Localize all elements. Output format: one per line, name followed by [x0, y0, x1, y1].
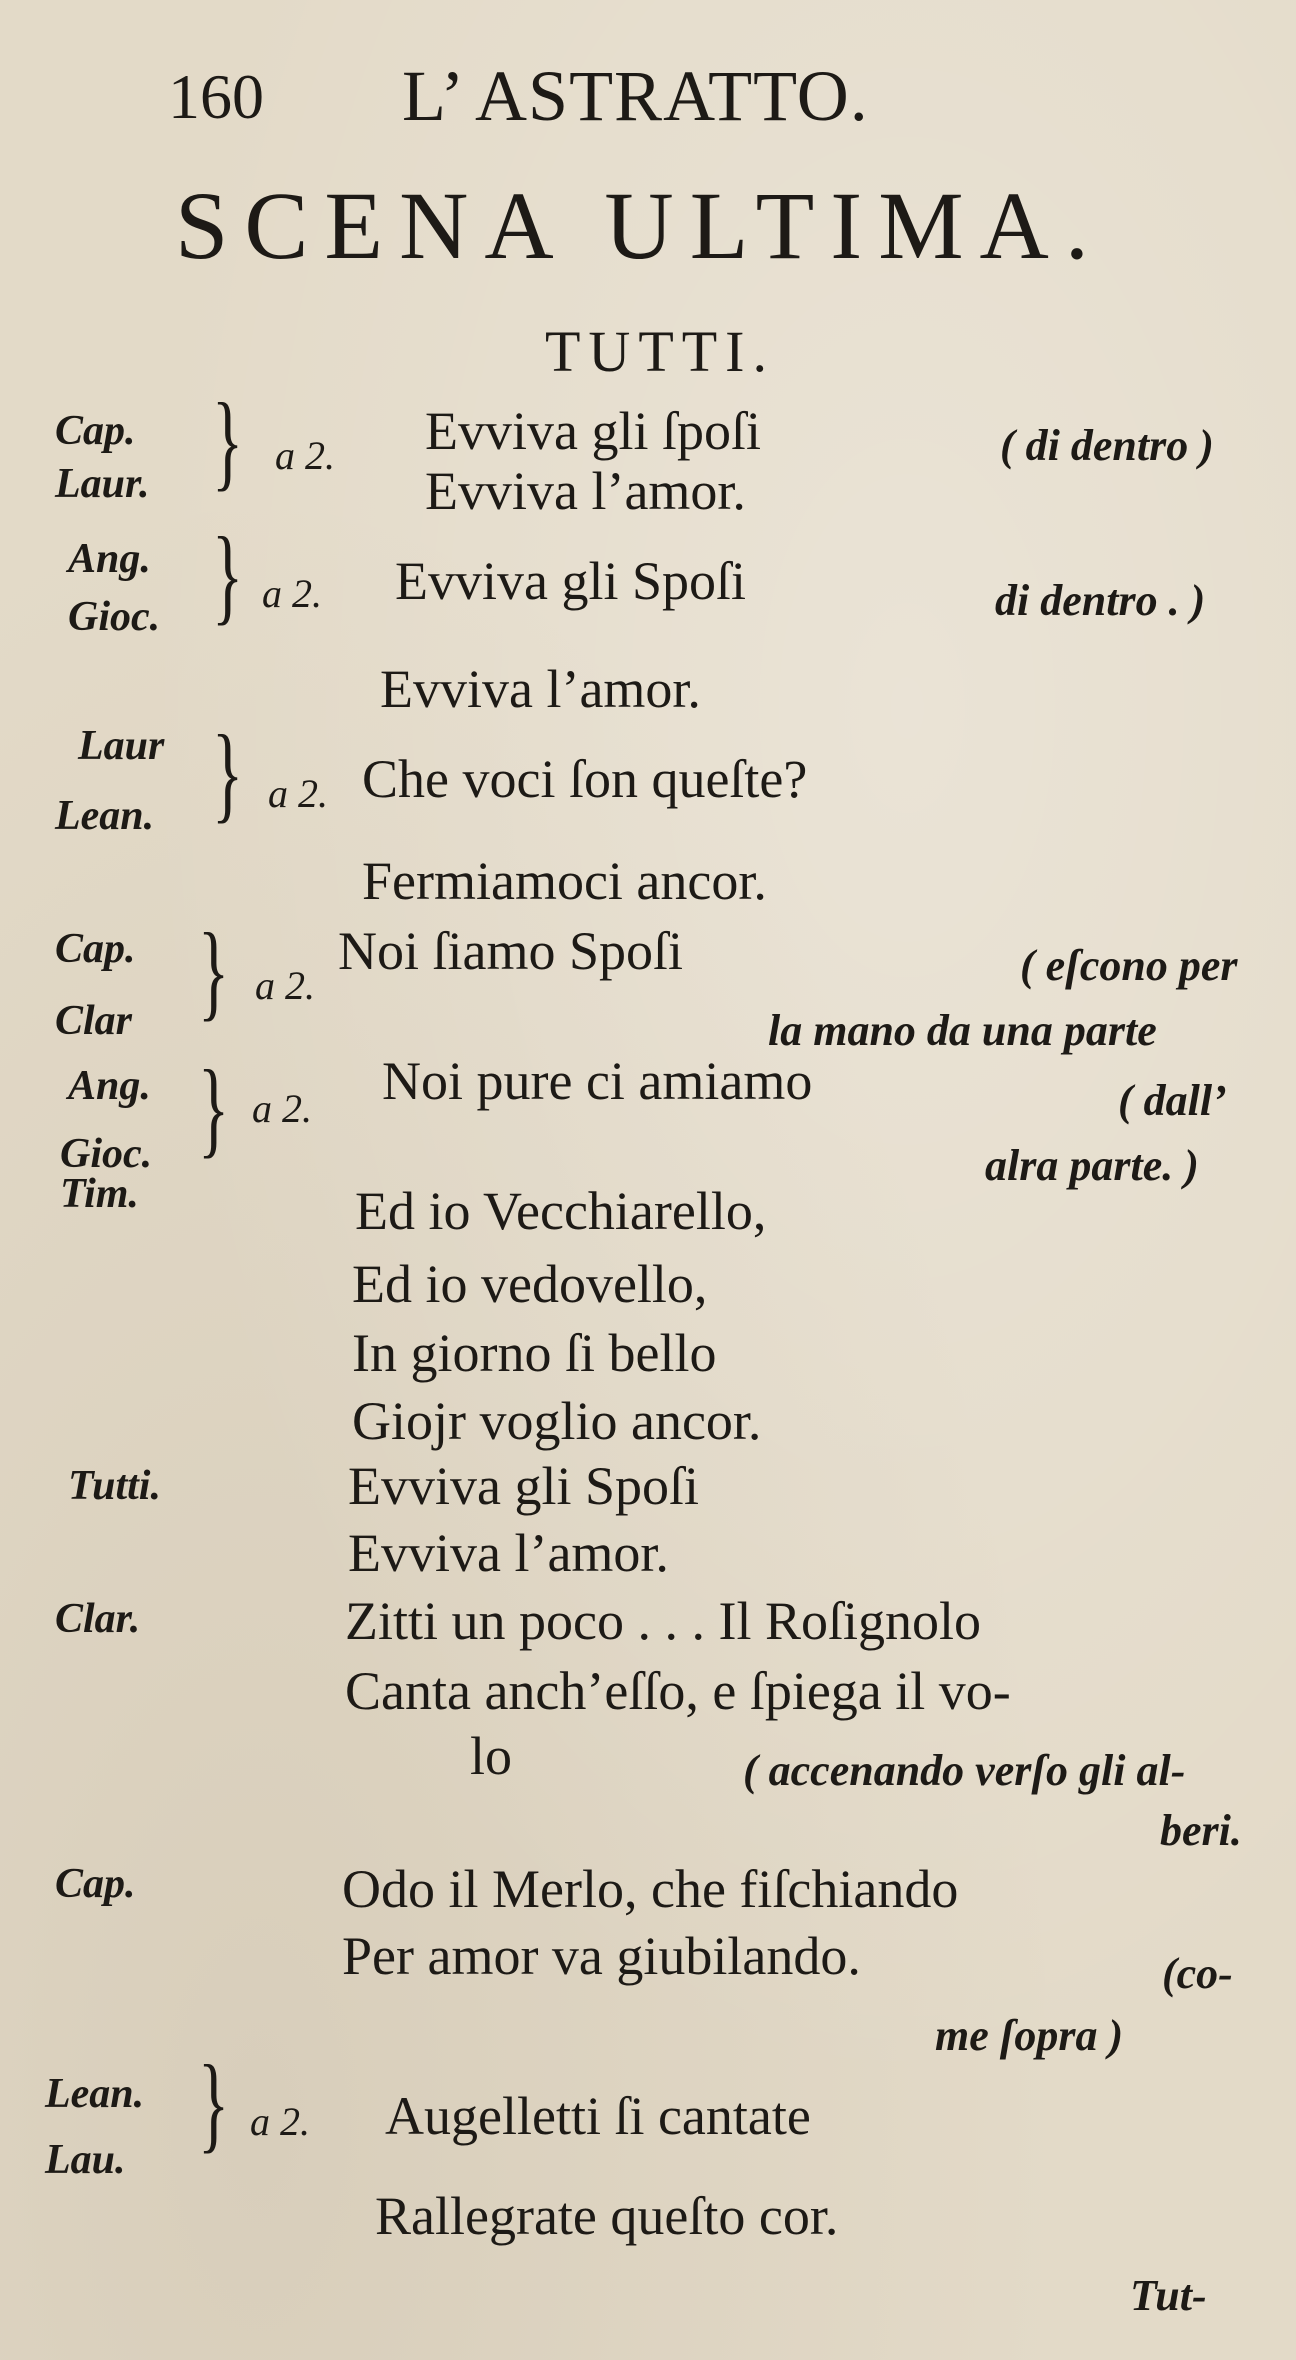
- verse-line: Evviva l’amor.: [380, 659, 701, 719]
- a2-marker: a 2.: [268, 771, 328, 816]
- speaker-clar: Clar.: [55, 1596, 141, 1642]
- verse-line: Ed io vedovello,: [352, 1254, 708, 1314]
- speaker-lean: Lean.: [45, 2071, 145, 2117]
- speaker-gioc: Gioc.: [60, 1131, 153, 1177]
- brace: }: [212, 714, 244, 833]
- verse-line: Noi pure ci amiamo: [382, 1051, 813, 1111]
- a2-marker: a 2.: [255, 963, 315, 1008]
- verse-line: Canta anch’eſſo, e ſpiega il vo-: [345, 1661, 1011, 1721]
- stage-direction: ( dall’: [1118, 1076, 1227, 1125]
- speaker-ang: Ang.: [68, 1063, 151, 1109]
- speaker-cap: Cap.: [55, 408, 136, 454]
- stage-direction: me ſopra ): [935, 2011, 1124, 2060]
- brace: }: [198, 1049, 230, 1168]
- stage-direction: la mano da una parte: [768, 1006, 1157, 1055]
- character-heading: TUTTI.: [545, 319, 775, 384]
- catchword: Tut-: [1130, 2271, 1207, 2320]
- verse-line: Rallegrate queſto cor.: [375, 2186, 839, 2246]
- stage-direction: ( di dentro ): [1000, 421, 1214, 470]
- stage-direction: ( eſcono per: [1020, 941, 1238, 990]
- speaker-lean: Lean.: [55, 793, 155, 839]
- verse-line: In giorno ſi bello: [352, 1323, 717, 1383]
- verse-line: lo: [470, 1726, 513, 1786]
- speaker-gioc: Gioc.: [68, 594, 161, 640]
- speaker-laur: Laur: [78, 723, 165, 769]
- verse-line: Noi ſiamo Spoſi: [338, 921, 684, 981]
- verse-line: Evviva l’amor.: [425, 461, 746, 521]
- verse-line: Evviva gli Spoſi: [348, 1456, 699, 1516]
- verse-line: Per amor va giubilando.: [342, 1926, 861, 1986]
- scene-heading: SCENA ULTIMA.: [175, 172, 1105, 279]
- speaker-laur: Laur.: [55, 461, 150, 507]
- a2-marker: a 2.: [252, 1086, 312, 1131]
- brace: }: [198, 2044, 230, 2163]
- a2-marker: a 2.: [250, 2099, 310, 2144]
- brace: }: [212, 382, 244, 501]
- verse-line: Giojr voglio ancor.: [352, 1391, 762, 1451]
- page-number: 160: [168, 61, 264, 132]
- brace: }: [212, 516, 244, 635]
- speaker-lau: Lau.: [45, 2137, 126, 2183]
- verse-line: Odo il Merlo, che fiſchiando: [342, 1859, 959, 1919]
- verse-line: Evviva gli Spoſi: [395, 551, 746, 611]
- a2-marker: a 2.: [275, 433, 335, 478]
- verse-line: Evviva gli ſpoſi: [425, 401, 761, 461]
- speaker-tutti: Tutti.: [68, 1463, 161, 1509]
- verse-line: Che voci ſon queſte?: [362, 749, 808, 809]
- verse-line: Ed io Vecchiarello,: [355, 1181, 767, 1241]
- stage-direction: di dentro . ): [995, 576, 1206, 625]
- verse-line: Fermiamoci ancor.: [362, 851, 767, 911]
- verse-line: Zitti un poco . . . Il Roſignolo: [345, 1591, 981, 1651]
- verse-line: Augelletti ſi cantate: [385, 2086, 811, 2146]
- stage-direction: alra parte. ): [985, 1141, 1199, 1190]
- brace: }: [198, 912, 230, 1031]
- verse-line: Evviva l’amor.: [348, 1523, 669, 1583]
- stage-direction: (co-: [1162, 1949, 1233, 1998]
- speaker-ang: Ang.: [68, 536, 151, 582]
- speaker-tim: Tim.: [60, 1171, 139, 1217]
- speaker-cap: Cap.: [55, 1861, 136, 1907]
- stage-direction: ( accenando verſo gli al-: [743, 1746, 1186, 1795]
- running-title: L’ ASTRATTO.: [402, 56, 869, 136]
- speaker-cap: Cap.: [55, 926, 136, 972]
- stage-direction: beri.: [1160, 1806, 1242, 1855]
- a2-marker: a 2.: [262, 571, 322, 616]
- speaker-clar: Clar: [55, 998, 133, 1044]
